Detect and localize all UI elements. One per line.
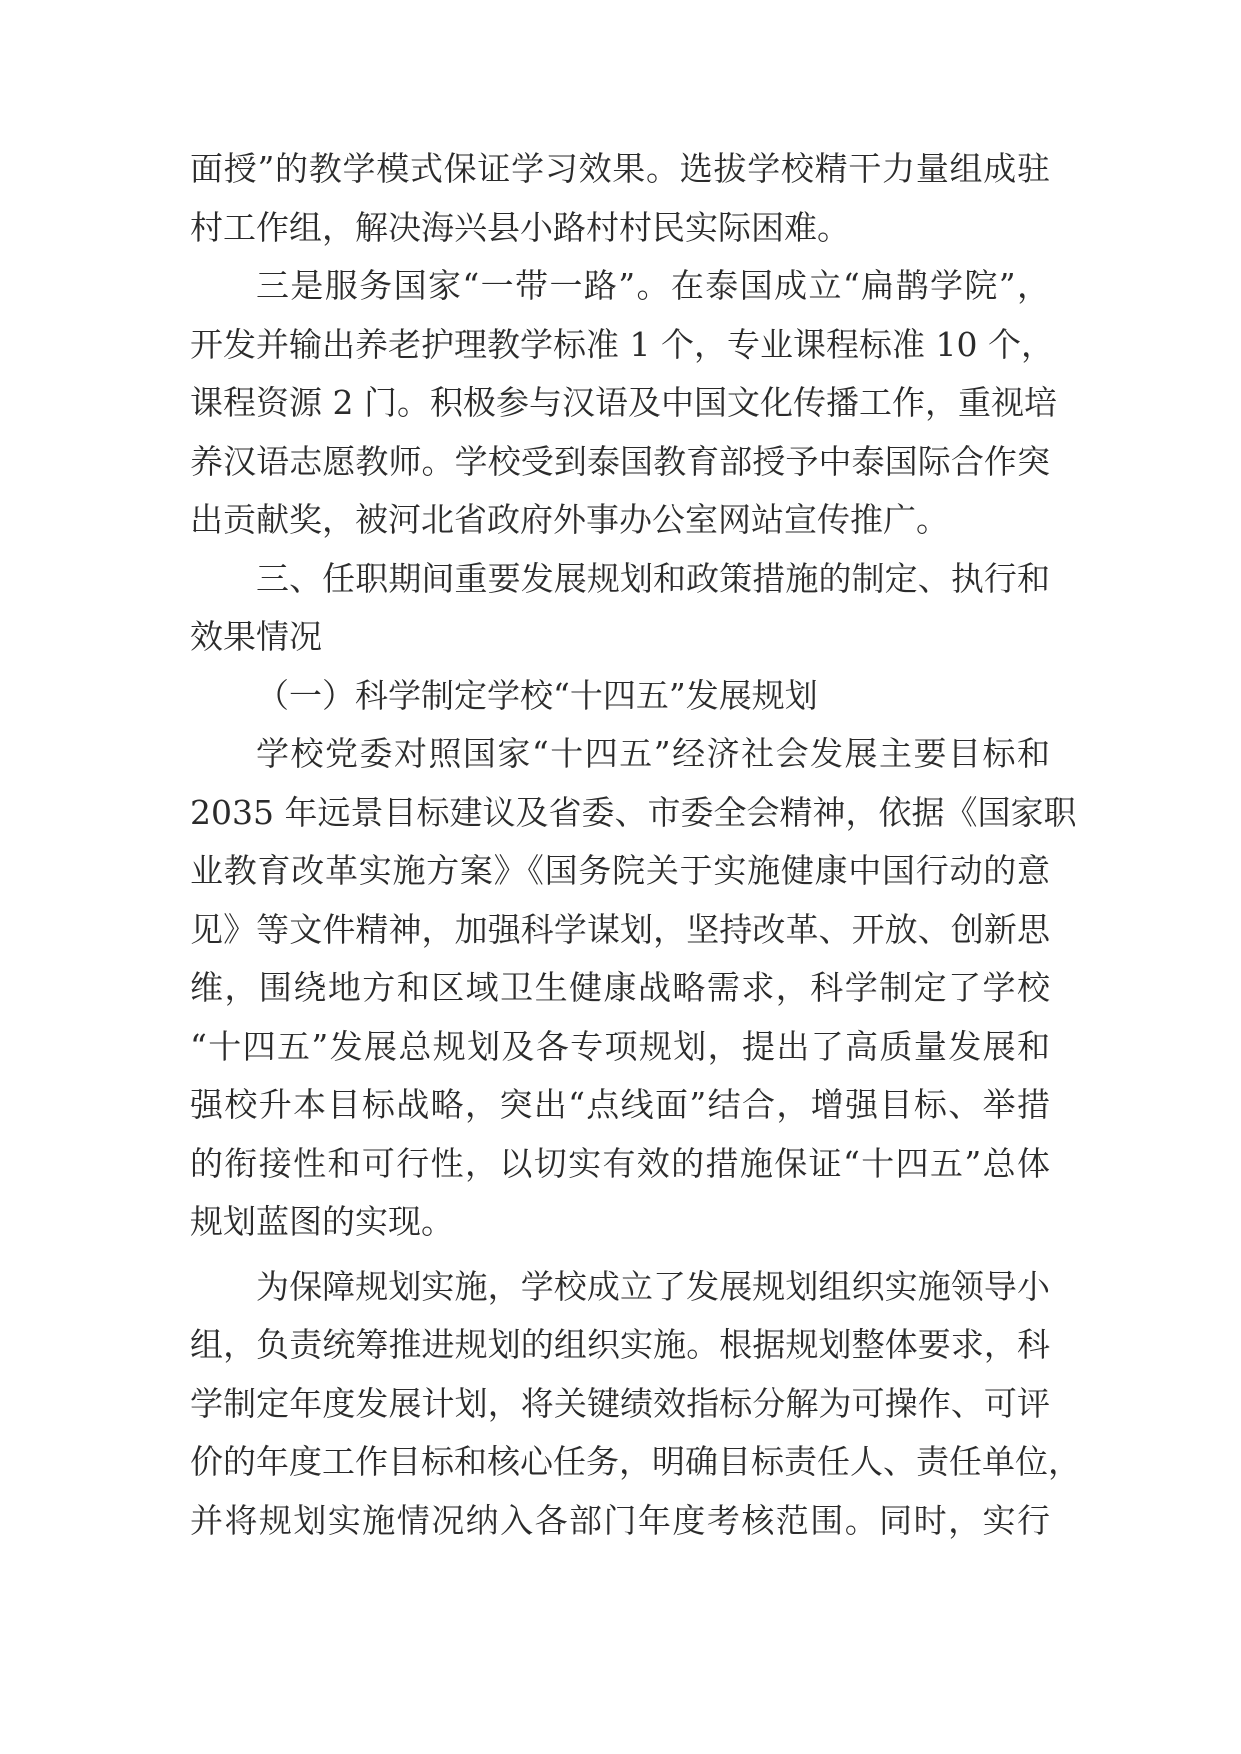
text-line: 为保障规划实施，学校成立了发展规划组织实施领导小 <box>256 1266 1050 1306</box>
text-line: 价的年度工作目标和核心任务，明确目标责任人、责任单位， <box>190 1442 1081 1481</box>
paragraph <box>190 257 1057 550</box>
paragraph <box>190 1258 1081 1551</box>
text-line: 三是服务国家“一带一路”。在泰国成立“扁鹊学院”， <box>256 266 1050 305</box>
text-line: 效果情况 <box>190 617 322 656</box>
text-line: 三、任职期间重要发展规划和政策措施的制定、执行和 <box>256 558 1050 598</box>
text-line: 见》等文件精神，加强科学谋划，坚持改革、开放、创新思 <box>190 909 1050 949</box>
text-line: 维，围绕地方和区域卫生健康战略需求，科学制定了学校 <box>190 968 1050 1007</box>
text-line: “十四五”发展总规划及各专项规划，提出了高质量发展和 <box>190 1026 1050 1066</box>
text-line: 养汉语志愿教师。学校受到泰国教育部授予中泰国际合作突 <box>190 441 1050 481</box>
paragraph <box>190 140 1050 257</box>
paragraph <box>190 725 1077 1252</box>
text-line: 出贡献奖，被河北省政府外事办公室网站宣传推广。 <box>190 500 949 539</box>
text-line: 并将规划实施情况纳入各部门年度考核范围。同时，实行 <box>190 1500 1050 1540</box>
text-line: 强校升本目标战略，突出“点线面”结合，增强目标、举措 <box>190 1085 1050 1124</box>
text-line: 组，负责统筹推进规划的组织实施。根据规划整体要求，科 <box>190 1325 1050 1364</box>
text-line: 业教育改革实施方案》《国务院关于实施健康中国行动的意 <box>190 851 1050 890</box>
text-line: （一）科学制定学校“十四五”发展规划 <box>256 675 818 715</box>
text-line: 的衔接性和可行性，以切实有效的措施保证“十四五”总体 <box>190 1143 1050 1183</box>
document-body <box>190 140 1081 1550</box>
section-heading <box>190 550 1050 667</box>
text-line: 学制定年度发展计划，将关键绩效指标分解为可操作、可评 <box>190 1383 1050 1423</box>
text-line: 面授”的教学模式保证学习效果。选拔学校精干力量组成驻 <box>190 149 1050 188</box>
text-line: 规划蓝图的实现。 <box>190 1202 454 1241</box>
text-line: 学校党委对照国家“十四五”经济社会发展主要目标和 <box>256 734 1050 773</box>
text-line: 开发并输出养老护理教学标准 1 个，专业课程标准 10 个， <box>190 324 1054 364</box>
text-line: 村工作组，解决海兴县小路村村民实际困难。 <box>190 207 850 247</box>
subsection-heading <box>190 667 1050 726</box>
text-line: 2035 年远景目标建议及省委、市委全会精神，依据《国家职 <box>190 792 1077 832</box>
text-line: 课程资源 2 门。积极参与汉语及中国文化传播工作，重视培 <box>190 383 1057 422</box>
